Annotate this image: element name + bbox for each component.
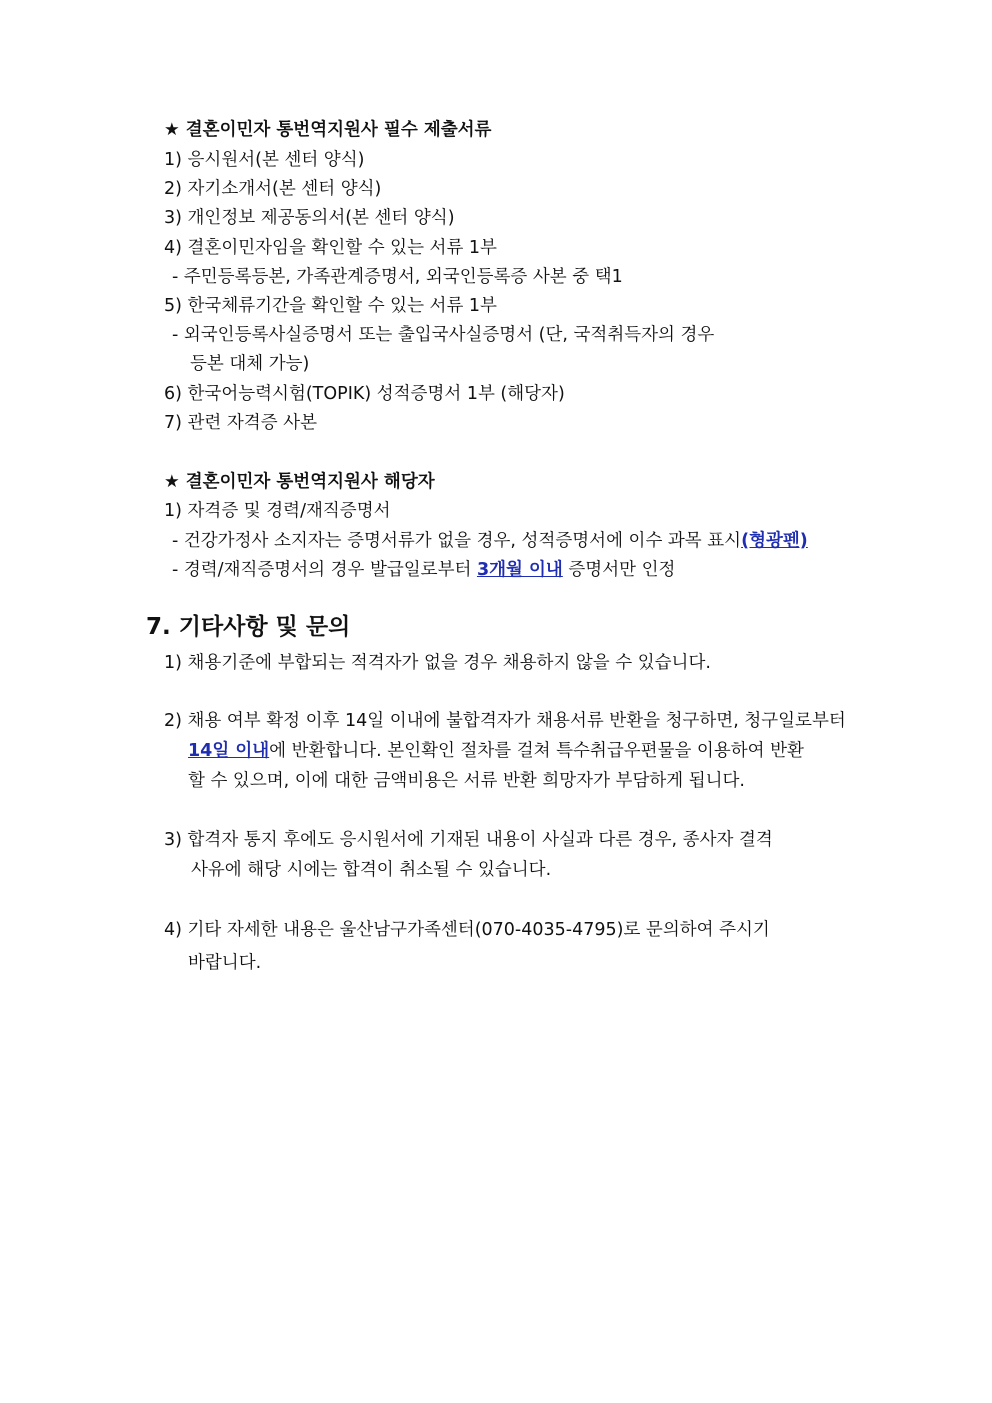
required-doc-item-5-detail: - 외국인등록사실증명서 또는 출입국사실증명서 (단, 국적취득자의 경우	[172, 325, 715, 345]
item-2-line-3-text: 할 수 있으며, 이에 대한 금액비용은 서류 반환 희망자가 부담하게 됩니다.	[188, 771, 745, 791]
required-doc-item-4: 4) 결혼이민자임을 확인할 수 있는 서류 1부	[164, 238, 497, 258]
required-docs-title: ★ 결혼이민자 통번역지원사 필수 제출서류	[164, 120, 492, 140]
item-3-line-2	[164, 855, 854, 885]
section-7-item-3	[164, 825, 854, 885]
section-7-heading: 7. 기타사항 및 문의	[146, 614, 351, 640]
required-doc-item-4-detail: - 주민등록등본, 가족관계증명서, 외국인등록증 사본 중 택1	[172, 267, 623, 287]
section-7-item-1: 1) 채용기준에 부합되는 적격자가 없을 경우 채용하지 않을 수 있습니다.	[164, 653, 711, 673]
section-7-item-2	[164, 706, 854, 796]
dash-2-post: 증명서만 인정	[562, 560, 676, 580]
item-3-line-2-text: 사유에 해당 시에는 합격이 취소될 수 있습니다.	[191, 860, 552, 880]
applicable-doc-dash-1	[172, 529, 872, 553]
item-2-line-1-text: 2) 채용 여부 확정 이후 14일 이내에 불합격자가 채용서류 반환을 청구하면, 청구일로부터	[164, 711, 846, 731]
item-2-line-2	[164, 736, 854, 766]
dash-1-text: - 건강가정사 소지자는 증명서류가 없을 경우, 성적증명서에 이수 과목 표시	[172, 531, 742, 551]
item-2-line-2-text: 에 반환합니다. 본인확인 절차를 걸쳐 특수취급우편물을 이용하여 반환	[269, 741, 804, 761]
section-7-item-4-line-1: 4) 기타 자세한 내용은 울산남구가족센터(070-4035-4795)로 문의하여 주시기	[164, 920, 770, 940]
item-2-line-1	[164, 706, 854, 736]
required-doc-item-5: 5) 한국체류기간을 확인할 수 있는 서류 1부	[164, 296, 497, 316]
required-doc-item-6: 6) 한국어능력시험(TOPIK) 성적증명서 1부 (해당자)	[164, 384, 565, 404]
required-doc-item-3: 3) 개인정보 제공동의서(본 센터 양식)	[164, 208, 455, 228]
item-3-line-1-text: 3) 합격자 통지 후에도 응시원서에 기재된 내용이 사실과 다른 경우, 종사자 결격	[164, 830, 773, 850]
highlighter-note: (형광펜)	[741, 531, 808, 551]
section-7-item-4-line-2: 바랍니다.	[188, 953, 262, 973]
required-doc-item-2: 2) 자기소개서(본 센터 양식)	[164, 179, 382, 199]
applicable-doc-dash-2	[172, 558, 872, 582]
fourteen-days-highlight: 14일 이내	[188, 741, 270, 761]
item-3-line-1	[164, 825, 854, 855]
applicable-docs-title: ★ 결혼이민자 통번역지원사 해당자	[164, 472, 435, 492]
required-doc-item-5-detail-cont: 등본 대체 가능)	[190, 354, 310, 374]
item-2-line-3	[164, 766, 854, 796]
required-doc-item-1: 1) 응시원서(본 센터 양식)	[164, 150, 365, 170]
dash-2-pre: - 경력/재직증명서의 경우 발급일로부터	[172, 560, 477, 580]
three-months-highlight: 3개월 이내	[476, 560, 563, 580]
required-doc-item-7: 7) 관련 자격증 사본	[164, 413, 317, 433]
applicable-doc-item-1: 1) 자격증 및 경력/재직증명서	[164, 501, 391, 521]
